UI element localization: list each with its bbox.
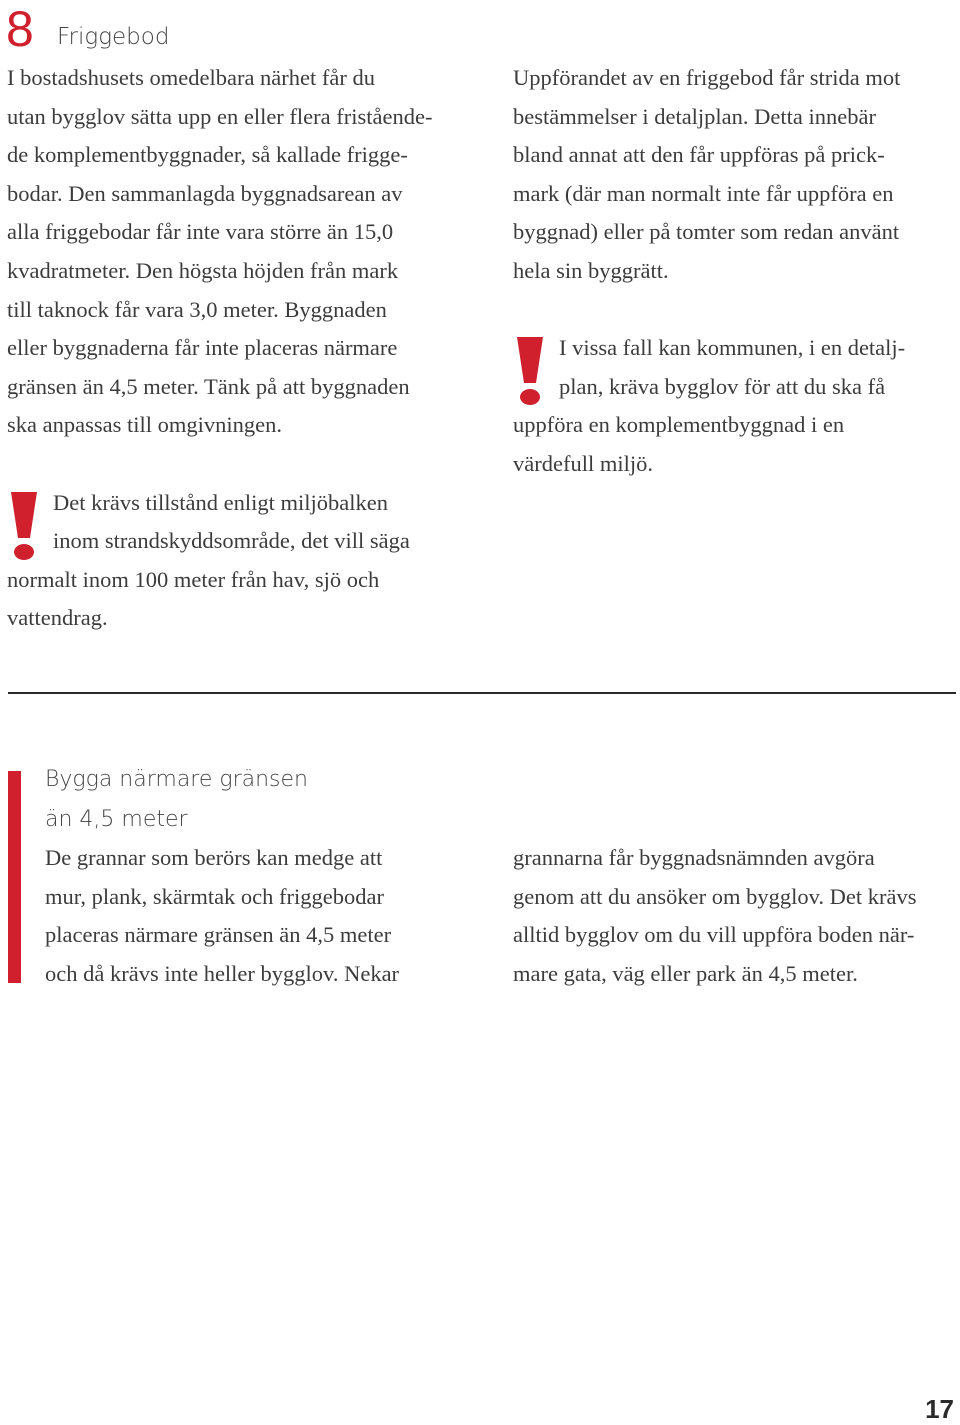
text-line: De grannar som berörs kan medge att [45, 845, 383, 870]
box-accent-bar [8, 771, 21, 983]
text-line: kvadratmeter. Den högsta höjden från mark [7, 257, 399, 283]
text-line: eller byggnaderna får inte placeras närmare [7, 335, 398, 361]
text-line: hela sin byggrätt. [513, 257, 669, 283]
right-paragraph [513, 59, 953, 291]
note-line: Det krävs tillstånd enligt miljöbalken [53, 489, 388, 515]
text-line: bestämmelser i detaljplan. Detta innebär [513, 103, 876, 129]
box-heading [45, 760, 465, 839]
section-number: 8 [6, 1, 34, 57]
section-title: Friggebod [57, 24, 170, 50]
text-line: gränsen än 4,5 meter. Tänk på att byggnaden [7, 373, 410, 399]
note-line: normalt inom 100 meter från hav, sjö och [7, 566, 380, 592]
note-line: vattendrag. [7, 605, 108, 631]
text-line: de komplementbyggnader, så kallade frigge- [7, 142, 408, 168]
box-left-paragraph [45, 839, 465, 993]
text-line: mark (där man normalt inte får uppföra en [513, 180, 894, 206]
text-line: bodar. Den sammanlagda byggnadsarean av [7, 180, 403, 206]
text-line: utan bygglov sätta upp en eller flera fristående- [7, 103, 433, 129]
box-right-paragraph [513, 839, 960, 993]
text-line: bland annat att den får uppföras på prick- [513, 142, 885, 168]
text-line: alla friggebodar får inte vara större än 15,0 [7, 219, 394, 245]
note-line: I vissa fall kan kommunen, i en detalj- [559, 335, 906, 361]
note-line: inom strandskyddsområde, det vill säga [53, 528, 410, 554]
detaljplan-note [513, 329, 953, 483]
text-line: och då krävs inte heller bygglov. Nekar [45, 960, 400, 986]
exclamation-icon [7, 490, 41, 562]
text-line: byggnad) eller på tomter som redan använt [513, 219, 900, 245]
section-divider [8, 692, 956, 694]
left-paragraph [7, 59, 462, 445]
right-column [513, 59, 953, 484]
note-line: plan, kräva bygglov för att du ska få [559, 373, 886, 399]
note-line: värdefull miljö. [513, 450, 653, 476]
box-heading-line: Bygga närmare gränsen [45, 767, 309, 792]
left-column [7, 59, 462, 638]
box-heading-line: än 4,5 meter [45, 806, 188, 832]
exclamation-icon [513, 335, 547, 407]
text-line: ska anpassas till omgivningen. [7, 412, 282, 438]
text-line: grannarna får byggnadsnämnden avgöra [513, 845, 875, 870]
text-line: alltid bygglov om du vill uppföra boden när- [513, 922, 915, 948]
text-line: Uppförandet av en friggebod får strida mot [513, 65, 901, 90]
text-line: mare gata, väg eller park än 4,5 meter. [513, 960, 858, 986]
text-line: I bostadshusets omedelbara närhet får du [7, 65, 375, 90]
text-line: genom att du ansöker om bygglov. Det krävs [513, 883, 917, 909]
note-line: uppföra en komplementbyggnad i en [513, 412, 845, 438]
text-line: mur, plank, skärmtak och friggebodar [45, 883, 384, 909]
page-number: 17 [925, 1394, 954, 1424]
text-line: till taknock får vara 3,0 meter. Byggnaden [7, 296, 387, 322]
strandskydd-note [7, 484, 462, 638]
text-line: placeras närmare gränsen än 4,5 meter [45, 922, 392, 948]
